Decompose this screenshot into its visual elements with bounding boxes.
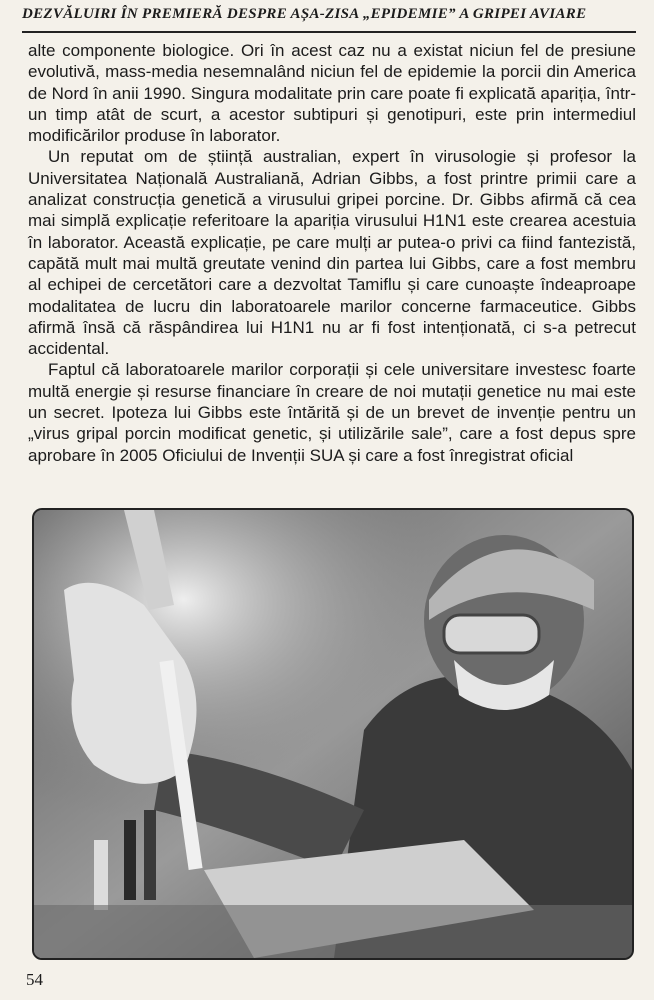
running-header bbox=[0, 0, 654, 40]
page-number: 54 bbox=[26, 970, 43, 989]
paragraph: Faptul că laboratoarele marilor corporații și cele universitare investesc foarte multă energie și resurse financiare în creare de noi mutații genetice nu mai este un secret. Ipoteza lui Gibbs este întărită și de un brevet de invenție pentru un „virus gripal porcin modificat genetic, și utilizările sale”, care a fost depus spre aprobare în 2005 Oficiului de Invenții SUA și care a fost înregistrat oficial bbox=[28, 360, 636, 465]
lab-photo bbox=[32, 508, 634, 960]
paragraph: alte componente biologice. Ori în acest caz nu a existat niciun fel de presiune evolutivă, mass-media nesemnalând niciun fel de epidemie la porcii din America de Nord în anii 1990. Singura modalitate prin care poate fi explicată apariția, într-un timp atât de scurt, a acestor subtipuri și genotipuri, este prin intermediul modificărilor produse în laborator. bbox=[28, 41, 636, 146]
body-text bbox=[28, 40, 636, 466]
paragraph: Un reputat om de știință australian, expert în virusologie și profesor la Universitatea Națională Australiană, Adrian Gibbs, a fost printre primii care a analizat construcția genetică a virusului gripei porcine. Dr. Gibbs afirmă că cea mai simplă explicație referitoare la apariția virusului H1N1 este crearea acestuia în laborator. Această explicație, pe care mulți ar putea-o privi ca fiind fantezistă, capătă mult mai multă greutate venind din partea lui Gibbs, care a fost membru al echipei de cercetători care a dezvoltat Tamiflu și care cunoaște îndeaproape modalitatea de lucru din laboratoarele marilor concerne farmaceutice. Gibbs afirmă însă că răspândirea lui H1N1 nu ar fi fost intenționată, ci s-a petrecut accidental. bbox=[28, 147, 636, 359]
lab-photo-illustration bbox=[34, 510, 632, 958]
running-header-title: DEZVĂLUIRI ÎN PREMIERĂ DESPRE AȘA-ZISA „EPIDEMIE” A GRIPEI AVIARE bbox=[22, 6, 587, 22]
header-rule bbox=[22, 31, 636, 33]
